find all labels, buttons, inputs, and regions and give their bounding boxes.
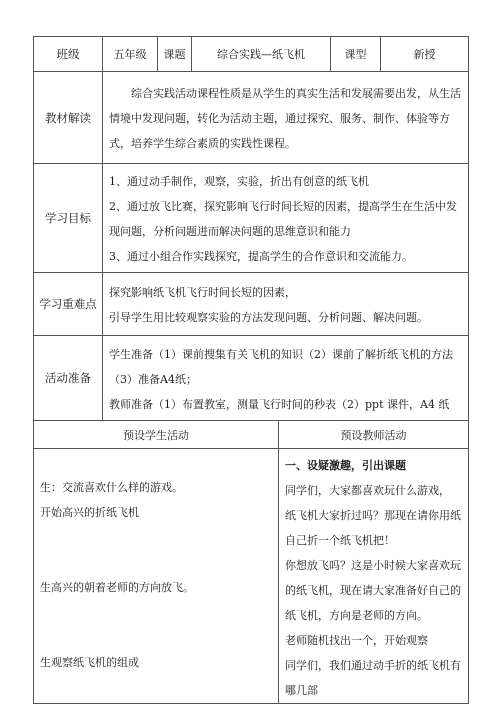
student-activity-column <box>34 449 279 704</box>
grade-value: 五年级 <box>103 37 158 72</box>
prep-item: 学生准备（1）课前搜集有关飞机的知识（2）课前了解折纸飞机的方法（3）准备A4纸； <box>109 347 453 386</box>
teacher-line: 同学们，我们通过动手折的纸飞机有哪几部 <box>285 659 461 697</box>
keypoints-row <box>34 273 469 336</box>
header-row <box>34 37 469 72</box>
student-line: 生：交流喜欢什么样的游戏。 <box>40 481 183 494</box>
goal-item: 3、通过小组合作实践探究，提高学生的合作意识和交流能力。 <box>109 250 413 263</box>
prep-label: 活动准备 <box>34 336 103 421</box>
teacher-activity-column <box>279 449 469 704</box>
keypoint-item: 引导学生用比较观察实验的方法发现问题、分析问题、解决问题。 <box>109 311 428 324</box>
type-label: 课型 <box>331 37 381 72</box>
analysis-label: 教材解读 <box>34 72 103 164</box>
student-line: 开始高兴的折纸飞机 <box>40 506 139 519</box>
prep-row <box>34 336 469 421</box>
goal-item: 1、通过动手制作，观察，实验，折出有创意的纸飞机 <box>109 175 369 188</box>
student-line: 生高兴的朝着老师的方向放飞。 <box>40 581 194 594</box>
goal-item: 2、通过放飞比赛，探究影响飞行时间长短的因素，提高学生在生活中发现问题，分析问题进而解决问题的思维意识和能力 <box>109 200 457 238</box>
lesson-value: 综合实践—纸飞机 <box>192 37 331 72</box>
analysis-row <box>34 72 469 164</box>
keypoints-label: 学习重难点 <box>34 273 103 336</box>
goals-label: 学习目标 <box>34 164 103 273</box>
student-activity-header: 预设学生活动 <box>34 421 279 449</box>
type-value: 新授 <box>381 37 469 72</box>
teacher-line: 同学们，大家都喜欢玩什么游戏， <box>285 484 450 497</box>
student-line: 生观察纸飞机的组成 <box>40 656 139 669</box>
teacher-section-heading: 一、设疑激趣，引出课题 <box>285 459 406 472</box>
keypoint-item: 探究影响纸飞机飞行时间长短的因素， <box>109 286 296 299</box>
teacher-line: 老师随机找出一个，开始观察 <box>285 634 428 647</box>
prep-item: 教师准备（1）布置教室，测量飞行时间的秒表（2）ppt 课件，A4 纸 <box>109 397 450 411</box>
analysis-text: 综合实践活动课程性质是从学生的真实生活和发展需要出发，从生活情境中发现问题，转化为活动主题，通过探究、服务、制作、体验等方式，培养学生综合素质的实践性课程。 <box>103 72 469 164</box>
teacher-line: 纸飞机大家折过吗？那现在请你用纸自己折一个纸飞机把！ <box>285 509 461 547</box>
teacher-line: 你想放飞吗？这是小时候大家喜欢玩的纸飞机，现在请大家准备好自己的纸飞机，方向是老师的方向。 <box>285 559 461 622</box>
goals-row <box>34 164 469 273</box>
prep-content <box>103 336 469 421</box>
teacher-activity-header: 预设教师活动 <box>279 421 469 449</box>
lesson-plan-table <box>33 36 469 704</box>
goals-content <box>103 164 469 273</box>
activity-header-row <box>34 421 469 449</box>
grade-label: 班级 <box>34 37 103 72</box>
activity-content-row <box>34 449 469 704</box>
keypoints-content <box>103 273 469 336</box>
lesson-label: 课题 <box>158 37 192 72</box>
